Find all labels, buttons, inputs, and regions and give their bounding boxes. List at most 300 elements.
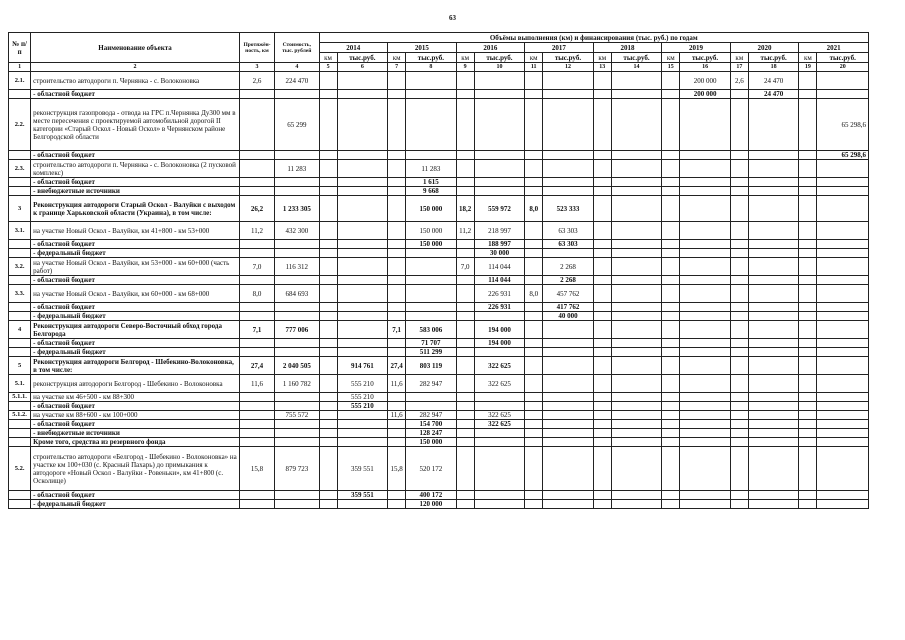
header-unit-km: км	[662, 53, 680, 63]
column-index: 13	[593, 63, 611, 72]
cell-value	[748, 99, 798, 151]
row-cost	[275, 187, 319, 196]
column-index: 7	[388, 63, 406, 72]
cell-value	[337, 429, 387, 438]
cell-value	[388, 99, 406, 151]
financing-table	[8, 32, 869, 509]
cell-value	[817, 303, 869, 312]
column-index: 16	[680, 63, 730, 72]
cell-value	[593, 321, 611, 339]
cell-value	[611, 348, 661, 357]
cell-value: 194 000	[474, 321, 524, 339]
cell-value	[748, 187, 798, 196]
cell-value	[748, 447, 798, 491]
table-row	[9, 187, 869, 196]
cell-value	[337, 72, 387, 90]
row-length	[239, 99, 274, 151]
row-name: - областной бюджет	[31, 420, 240, 429]
cell-value	[388, 303, 406, 312]
cell-value	[748, 491, 798, 500]
cell-value	[406, 99, 456, 151]
cell-value	[799, 240, 817, 249]
cell-value	[543, 99, 593, 151]
row-length: 27,4	[239, 357, 274, 375]
cell-value	[593, 240, 611, 249]
cell-value	[611, 285, 661, 303]
cell-value: 11 283	[406, 160, 456, 178]
table-row	[9, 393, 869, 402]
cell-value	[456, 500, 474, 509]
column-index: 3	[239, 63, 274, 72]
cell-value	[748, 276, 798, 285]
cell-value	[611, 72, 661, 90]
row-length	[239, 411, 274, 420]
cell-value	[388, 429, 406, 438]
cell-value	[456, 249, 474, 258]
cell-2014-km	[319, 420, 337, 429]
cell-value	[799, 357, 817, 375]
row-cost	[275, 303, 319, 312]
cell-value	[611, 375, 661, 393]
row-length: 2,6	[239, 72, 274, 90]
row-name: Кроме того, средства из резервного фонда	[31, 438, 240, 447]
cell-value: 8,0	[525, 285, 543, 303]
cell-value	[388, 151, 406, 160]
cell-value: 2 268	[543, 258, 593, 276]
cell-2014-km	[319, 500, 337, 509]
cell-value	[817, 491, 869, 500]
row-cost	[275, 402, 319, 411]
cell-value	[611, 187, 661, 196]
table-row	[9, 249, 869, 258]
row-length	[239, 429, 274, 438]
cell-value	[474, 447, 524, 491]
cell-2014-km	[319, 411, 337, 420]
cell-value	[817, 339, 869, 348]
cell-value	[730, 339, 748, 348]
cell-value	[817, 178, 869, 187]
cell-value	[662, 312, 680, 321]
row-name: - областной бюджет	[31, 303, 240, 312]
cell-value	[662, 411, 680, 420]
column-index: 17	[730, 63, 748, 72]
cell-value	[456, 375, 474, 393]
cell-value: 400 172	[406, 491, 456, 500]
row-cost	[275, 429, 319, 438]
cell-value	[337, 160, 387, 178]
table-row	[9, 321, 869, 339]
cell-value	[730, 187, 748, 196]
cell-value	[593, 447, 611, 491]
row-name: - федеральный бюджет	[31, 249, 240, 258]
cell-value	[611, 178, 661, 187]
cell-value	[817, 500, 869, 509]
cell-value	[748, 196, 798, 222]
cell-value	[817, 348, 869, 357]
cell-value	[748, 160, 798, 178]
cell-value	[543, 90, 593, 99]
cell-value	[593, 312, 611, 321]
cell-value	[662, 178, 680, 187]
cell-value	[611, 258, 661, 276]
cell-value	[388, 276, 406, 285]
cell-value: 63 303	[543, 222, 593, 240]
row-name: строительство автодороги «Белгород - Шебекино - Волоконовка» на участке км 100+030 (с. Красный Пахарь) до примыкания к автодороге «Новый Оскол - Валуйки - Ровеньки», км 41+800 (с. Осколище)	[31, 447, 240, 491]
row-name: строительство автодороги п. Чернянка - с. Волоконовка	[31, 72, 240, 90]
cell-2014-km	[319, 258, 337, 276]
cell-2014-km	[319, 160, 337, 178]
cell-value: 322 625	[474, 357, 524, 375]
row-length	[239, 240, 274, 249]
table-row	[9, 429, 869, 438]
cell-value	[730, 240, 748, 249]
cell-value	[730, 348, 748, 357]
table-row	[9, 90, 869, 99]
cell-value	[406, 285, 456, 303]
cell-value	[680, 196, 730, 222]
cell-value	[593, 420, 611, 429]
cell-value	[748, 151, 798, 160]
cell-value	[337, 276, 387, 285]
cell-value	[662, 99, 680, 151]
header-unit-rub: тыс.руб.	[611, 53, 661, 63]
cell-value: 15,8	[388, 447, 406, 491]
cell-value	[730, 393, 748, 402]
row-cost	[275, 249, 319, 258]
cell-2014-km	[319, 222, 337, 240]
cell-value	[593, 160, 611, 178]
column-index: 14	[611, 63, 661, 72]
cell-value	[680, 402, 730, 411]
row-length	[239, 393, 274, 402]
row-number	[9, 276, 31, 285]
row-number: 3.1.	[9, 222, 31, 240]
cell-value	[593, 178, 611, 187]
row-length	[239, 276, 274, 285]
cell-value	[730, 491, 748, 500]
header-unit-km: км	[799, 53, 817, 63]
cell-value	[388, 187, 406, 196]
row-number: 3.3.	[9, 285, 31, 303]
cell-value	[543, 357, 593, 375]
cell-value	[680, 178, 730, 187]
cell-2014-km	[319, 99, 337, 151]
cell-value	[817, 72, 869, 90]
cell-value	[388, 196, 406, 222]
table-row	[9, 178, 869, 187]
cell-value	[456, 72, 474, 90]
row-cost	[275, 500, 319, 509]
cell-value	[730, 99, 748, 151]
cell-value	[817, 240, 869, 249]
row-name: - областной бюджет	[31, 339, 240, 348]
cell-value	[799, 438, 817, 447]
cell-value	[474, 160, 524, 178]
column-index: 20	[817, 63, 869, 72]
table-row	[9, 402, 869, 411]
cell-2014-km	[319, 312, 337, 321]
cell-value	[593, 99, 611, 151]
cell-value	[748, 258, 798, 276]
cell-value	[680, 438, 730, 447]
cell-value	[593, 276, 611, 285]
cell-value	[748, 375, 798, 393]
page-number: 63	[449, 14, 456, 22]
cell-2014-km	[319, 438, 337, 447]
cell-value	[593, 491, 611, 500]
row-length	[239, 249, 274, 258]
row-cost	[275, 151, 319, 160]
cell-value	[748, 222, 798, 240]
cell-value	[543, 420, 593, 429]
column-index: 19	[799, 63, 817, 72]
cell-value: 65 298,6	[817, 99, 869, 151]
row-name: - внебюджетные источники	[31, 429, 240, 438]
cell-2014-km	[319, 357, 337, 375]
header-unit-km: км	[319, 53, 337, 63]
cell-value	[525, 258, 543, 276]
cell-value	[611, 429, 661, 438]
cell-value	[525, 402, 543, 411]
cell-value	[337, 500, 387, 509]
row-name: строительство автодороги п. Чернянка - с. Волоконовка (2 пусковой комплекс)	[31, 160, 240, 178]
cell-value	[406, 276, 456, 285]
cell-value	[817, 447, 869, 491]
row-name: - федеральный бюджет	[31, 312, 240, 321]
header-year: 2021	[799, 43, 869, 53]
cell-value	[799, 411, 817, 420]
cell-value	[474, 491, 524, 500]
cell-value	[730, 258, 748, 276]
cell-value	[456, 187, 474, 196]
cell-2014-km	[319, 196, 337, 222]
cell-value: 150 000	[406, 240, 456, 249]
row-number	[9, 240, 31, 249]
row-number: 3.2.	[9, 258, 31, 276]
row-cost: 684 693	[275, 285, 319, 303]
cell-value	[593, 348, 611, 357]
cell-value	[337, 339, 387, 348]
column-index: 2	[31, 63, 240, 72]
cell-value: 555 210	[337, 402, 387, 411]
column-index: 10	[474, 63, 524, 72]
cell-2014-km	[319, 303, 337, 312]
cell-value	[680, 339, 730, 348]
cell-value	[680, 240, 730, 249]
cell-value	[680, 420, 730, 429]
cell-value	[662, 249, 680, 258]
cell-value	[799, 222, 817, 240]
cell-value	[799, 402, 817, 411]
table-row	[9, 411, 869, 420]
column-index: 15	[662, 63, 680, 72]
cell-value	[456, 491, 474, 500]
column-index: 9	[456, 63, 474, 72]
row-length: 11,6	[239, 375, 274, 393]
cell-value	[662, 240, 680, 249]
cell-value	[817, 438, 869, 447]
cell-value	[543, 348, 593, 357]
row-length	[239, 187, 274, 196]
cell-value	[611, 249, 661, 258]
cell-value	[748, 348, 798, 357]
table-row	[9, 438, 869, 447]
cell-value: 7,1	[388, 321, 406, 339]
row-cost: 65 299	[275, 99, 319, 151]
cell-2014-km	[319, 429, 337, 438]
row-number	[9, 402, 31, 411]
cell-value: 114 044	[474, 258, 524, 276]
cell-value	[748, 285, 798, 303]
cell-value	[543, 429, 593, 438]
cell-value	[817, 196, 869, 222]
cell-value: 120 000	[406, 500, 456, 509]
row-length	[239, 339, 274, 348]
cell-value	[474, 72, 524, 90]
cell-value	[388, 339, 406, 348]
row-number: 2.3.	[9, 160, 31, 178]
table-row	[9, 222, 869, 240]
cell-2014-km	[319, 348, 337, 357]
cell-value	[730, 222, 748, 240]
cell-value: 188 997	[474, 240, 524, 249]
cell-value	[525, 249, 543, 258]
cell-value	[525, 178, 543, 187]
row-number	[9, 500, 31, 509]
cell-value	[543, 411, 593, 420]
header-cost: Стоимость, тыс. рублей	[275, 33, 319, 63]
cell-value	[337, 411, 387, 420]
cell-value: 417 762	[543, 303, 593, 312]
row-cost	[275, 312, 319, 321]
cell-value	[388, 72, 406, 90]
cell-value	[388, 438, 406, 447]
cell-value	[662, 420, 680, 429]
cell-value	[748, 303, 798, 312]
row-name: реконструкция газопровода - отвода на ГРС п.Чернянка Ду300 мм в месте пересечения с проектируемой автомобильной дорогой II категории «Старый Оскол - Новый Оскол» в Чернянском районе Белгородской области	[31, 99, 240, 151]
cell-value	[799, 447, 817, 491]
cell-value	[611, 339, 661, 348]
cell-value	[611, 500, 661, 509]
cell-value	[799, 99, 817, 151]
row-cost: 755 572	[275, 411, 319, 420]
cell-value	[748, 249, 798, 258]
table-row	[9, 276, 869, 285]
row-length	[239, 420, 274, 429]
cell-value	[337, 178, 387, 187]
cell-value: 583 006	[406, 321, 456, 339]
cell-value: 803 119	[406, 357, 456, 375]
cell-value	[611, 393, 661, 402]
row-number	[9, 339, 31, 348]
cell-value	[662, 375, 680, 393]
cell-value	[456, 99, 474, 151]
column-index: 12	[543, 63, 593, 72]
header-unit-km: км	[593, 53, 611, 63]
cell-value: 150 000	[406, 438, 456, 447]
cell-value	[730, 312, 748, 321]
cell-value	[456, 285, 474, 303]
row-name: на участке Новый Оскол - Валуйки, км 53+000 - км 60+000 (часть работ)	[31, 258, 240, 276]
row-cost	[275, 348, 319, 357]
header-year: 2019	[662, 43, 731, 53]
cell-value	[456, 339, 474, 348]
cell-value: 11,2	[456, 222, 474, 240]
cell-value	[474, 99, 524, 151]
cell-value	[337, 258, 387, 276]
header-unit-rub: тыс.руб.	[337, 53, 387, 63]
cell-value	[680, 187, 730, 196]
cell-value	[525, 491, 543, 500]
cell-value	[799, 429, 817, 438]
cell-value	[525, 438, 543, 447]
table-row	[9, 72, 869, 90]
cell-value	[337, 90, 387, 99]
cell-value	[474, 500, 524, 509]
cell-value: 8,0	[525, 196, 543, 222]
cell-value	[388, 240, 406, 249]
cell-value	[474, 178, 524, 187]
cell-2014-km	[319, 178, 337, 187]
header-year: 2015	[388, 43, 457, 53]
cell-value	[611, 312, 661, 321]
header-year: 2014	[319, 43, 388, 53]
cell-2014-km	[319, 249, 337, 258]
row-number	[9, 491, 31, 500]
cell-value	[543, 393, 593, 402]
cell-value	[543, 321, 593, 339]
cell-value	[406, 258, 456, 276]
column-index: 4	[275, 63, 319, 72]
cell-value: 555 210	[337, 393, 387, 402]
cell-value	[611, 151, 661, 160]
cell-value	[525, 151, 543, 160]
row-length	[239, 178, 274, 187]
cell-value: 27,4	[388, 357, 406, 375]
cell-value	[748, 321, 798, 339]
cell-value	[799, 348, 817, 357]
cell-value	[593, 500, 611, 509]
cell-value	[337, 151, 387, 160]
cell-value	[388, 312, 406, 321]
cell-value	[817, 375, 869, 393]
cell-value	[611, 411, 661, 420]
cell-value	[337, 99, 387, 151]
cell-value	[456, 438, 474, 447]
cell-value: 30 000	[474, 249, 524, 258]
cell-value	[799, 160, 817, 178]
row-cost	[275, 240, 319, 249]
row-cost	[275, 393, 319, 402]
cell-value	[388, 178, 406, 187]
cell-value	[474, 187, 524, 196]
cell-2014-km	[319, 491, 337, 500]
cell-value	[817, 312, 869, 321]
header-unit-rub: тыс.руб.	[543, 53, 593, 63]
cell-value	[748, 240, 798, 249]
cell-value	[456, 429, 474, 438]
cell-value	[817, 357, 869, 375]
row-cost	[275, 420, 319, 429]
cell-value	[611, 447, 661, 491]
cell-2014-km	[319, 339, 337, 348]
cell-value	[680, 321, 730, 339]
header-year: 2020	[730, 43, 799, 53]
cell-value: 322 625	[474, 420, 524, 429]
cell-value	[662, 90, 680, 99]
row-cost: 1 160 782	[275, 375, 319, 393]
cell-value	[748, 500, 798, 509]
